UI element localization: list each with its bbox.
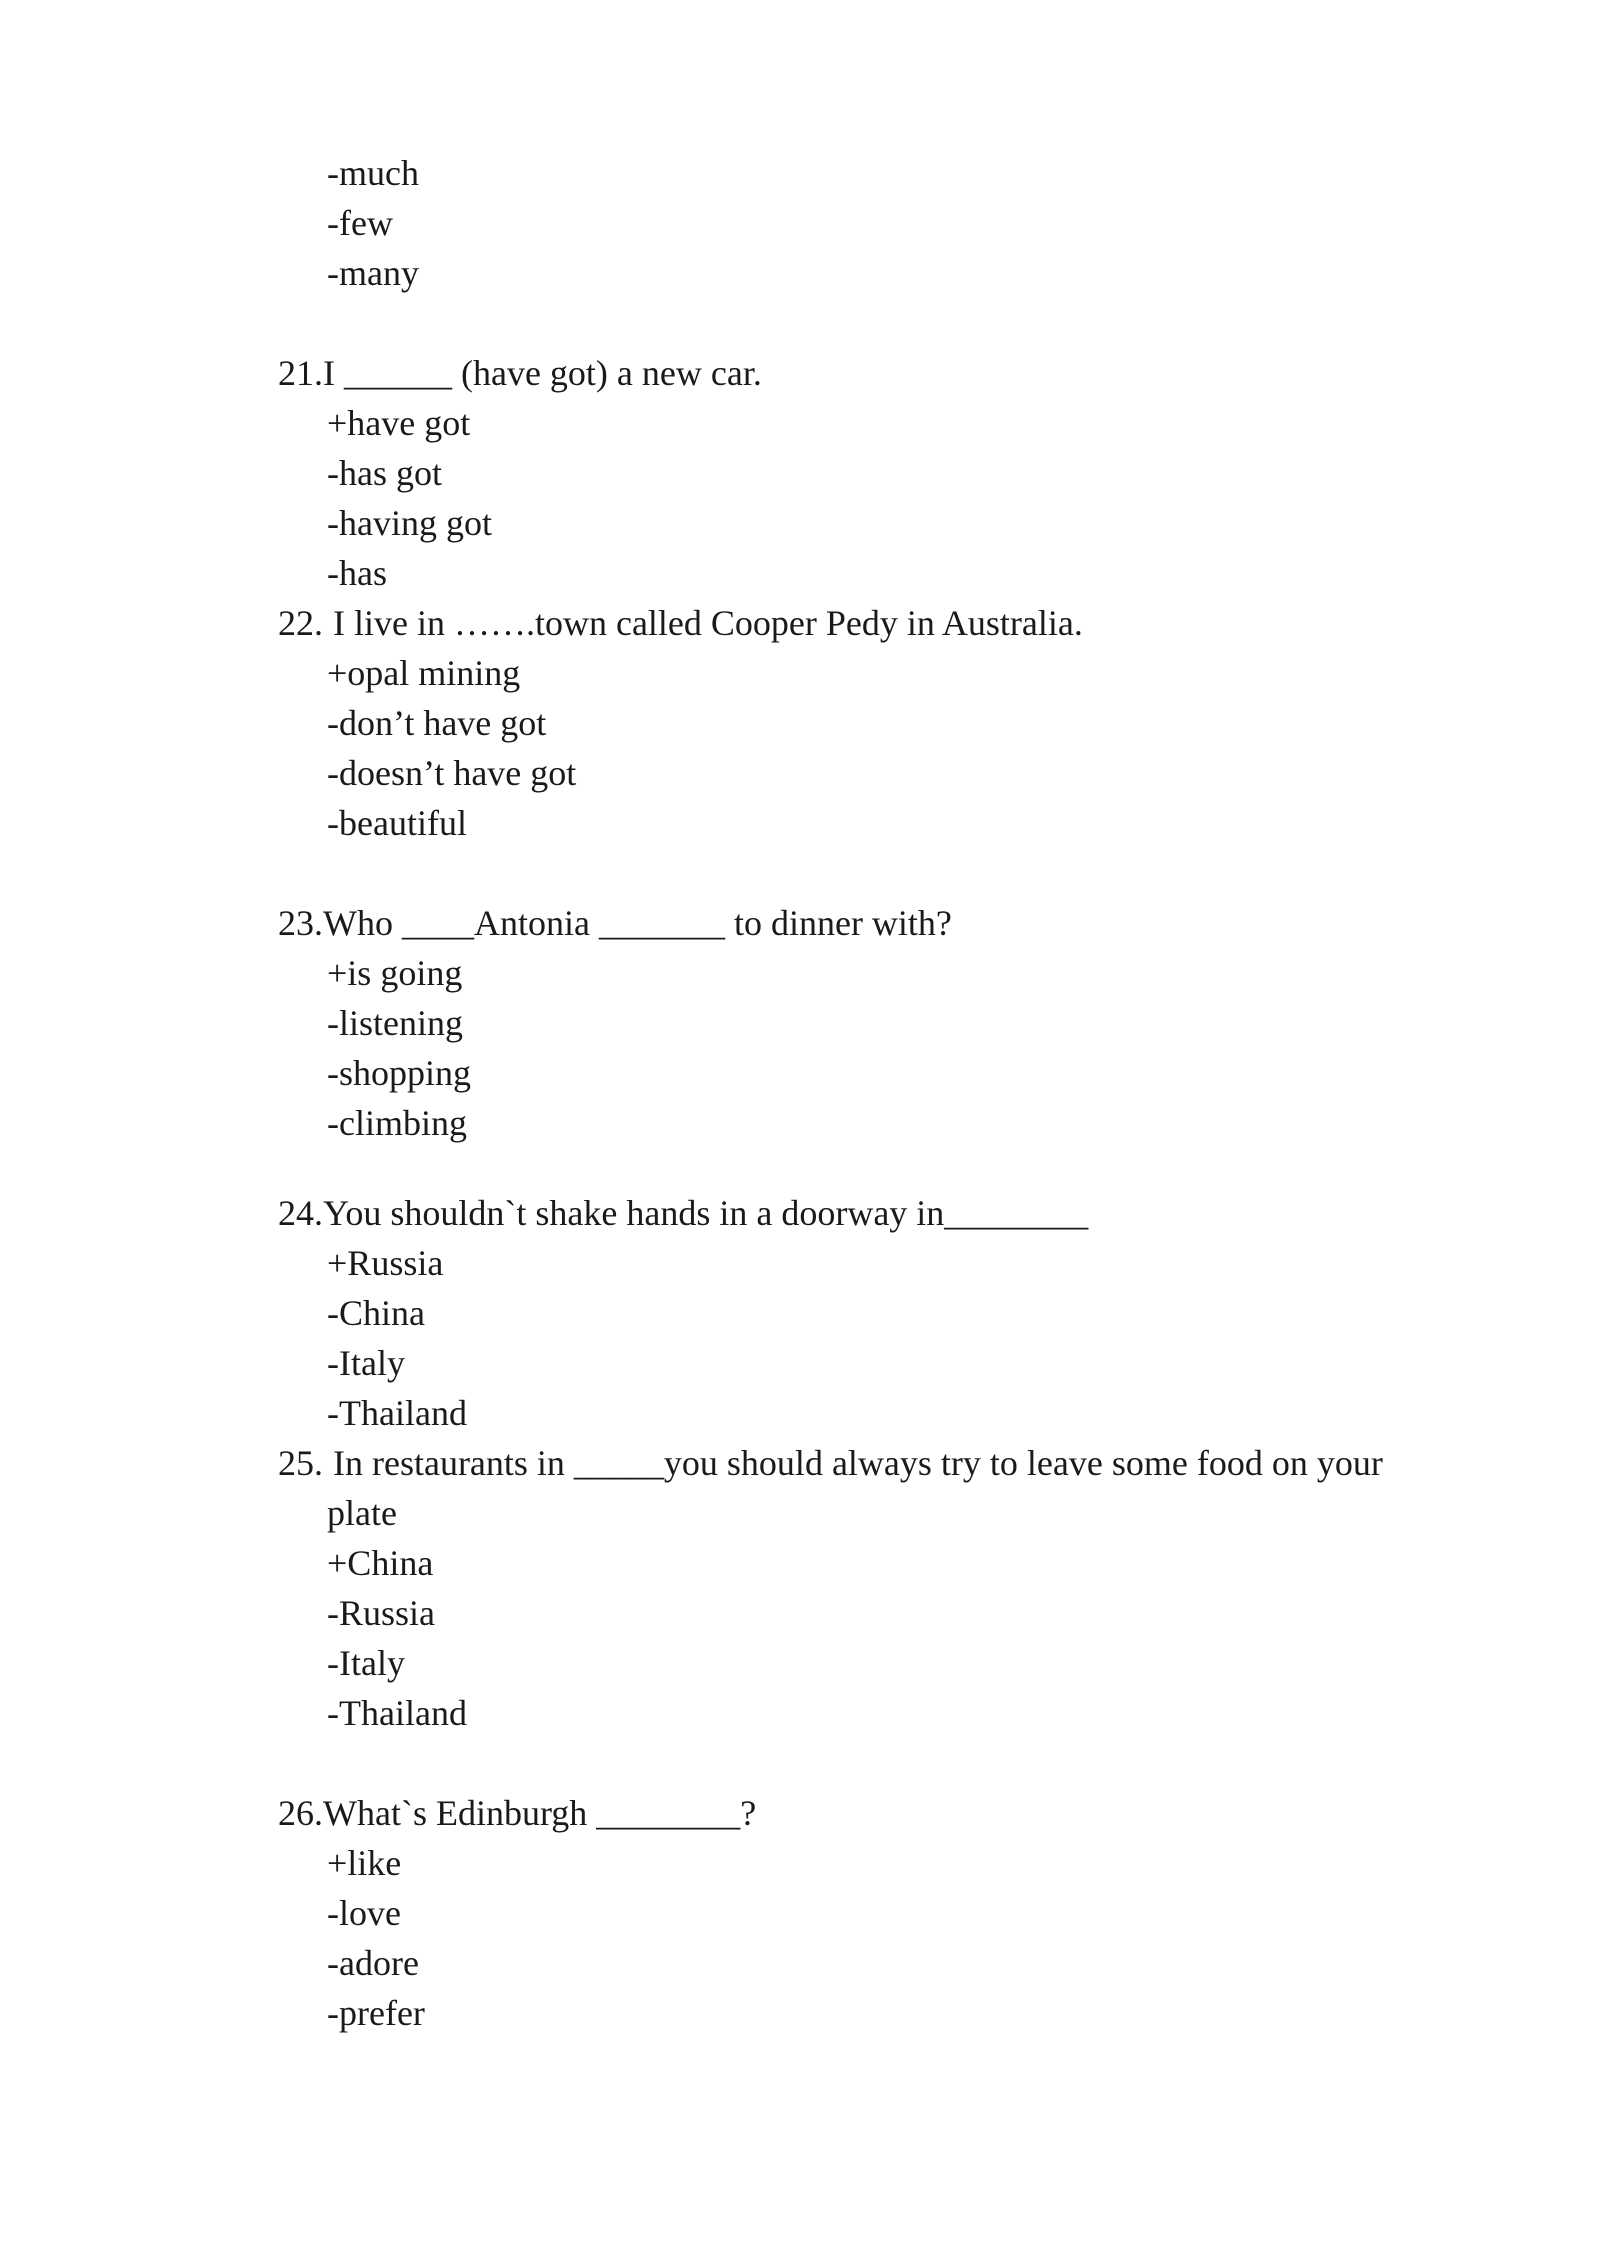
option: -Italy — [327, 1343, 405, 1383]
spacer — [278, 1738, 1458, 1788]
option: +China — [327, 1543, 434, 1583]
option: +Russia — [327, 1243, 444, 1283]
question-text: Who ____Antonia _______ to dinner with? — [323, 903, 952, 943]
option: -few — [327, 203, 393, 243]
spacer — [278, 848, 1458, 898]
option: -has — [327, 553, 387, 593]
question-text: I ______ (have got) a new car. — [323, 353, 762, 393]
option: -much — [327, 153, 419, 193]
quiz-content — [278, 148, 1458, 2038]
option: -listening — [327, 1003, 463, 1043]
option: +like — [327, 1843, 402, 1883]
question-number: 21. — [278, 353, 323, 393]
question-number: 26. — [278, 1793, 323, 1833]
option: -don’t have got — [327, 703, 547, 743]
question-24 — [278, 1188, 1458, 1238]
question-23 — [278, 898, 1458, 948]
question-22 — [278, 598, 1458, 648]
option: -China — [327, 1293, 425, 1333]
option: +opal mining — [327, 653, 521, 693]
spacer — [278, 1148, 1458, 1188]
option: -Thailand — [327, 1393, 467, 1433]
question-text: What`s Edinburgh ________? — [323, 1793, 757, 1833]
option: -prefer — [327, 1993, 425, 2033]
option: -has got — [327, 453, 442, 493]
option: -shopping — [327, 1053, 471, 1093]
question-26 — [278, 1788, 1458, 1838]
option: -many — [327, 253, 419, 293]
question-text: You shouldn`t shake hands in a doorway in________ — [323, 1193, 1089, 1233]
option: -doesn’t have got — [327, 753, 577, 793]
option: -Thailand — [327, 1693, 467, 1733]
question-text-continuation: plate — [327, 1493, 397, 1533]
option: -Russia — [327, 1593, 435, 1633]
option: -love — [327, 1893, 401, 1933]
spacer — [278, 298, 1458, 348]
option: -Italy — [327, 1643, 405, 1683]
option: -having got — [327, 503, 492, 543]
option: -climbing — [327, 1103, 467, 1143]
option: +is going — [327, 953, 463, 993]
question-number: 25. — [278, 1443, 323, 1483]
question-number: 24. — [278, 1193, 323, 1233]
question-number: 23. — [278, 903, 323, 943]
option: +have got — [327, 403, 471, 443]
question-text: In restaurants in _____you should always try to leave some food on your — [333, 1443, 1383, 1483]
question-number: 22. — [278, 603, 323, 643]
option: -beautiful — [327, 803, 467, 843]
question-text: I live in …….town called Cooper Pedy in Australia. — [333, 603, 1083, 643]
question-25 — [278, 1438, 1458, 1488]
question-21 — [278, 348, 1458, 398]
option: -adore — [327, 1943, 419, 1983]
